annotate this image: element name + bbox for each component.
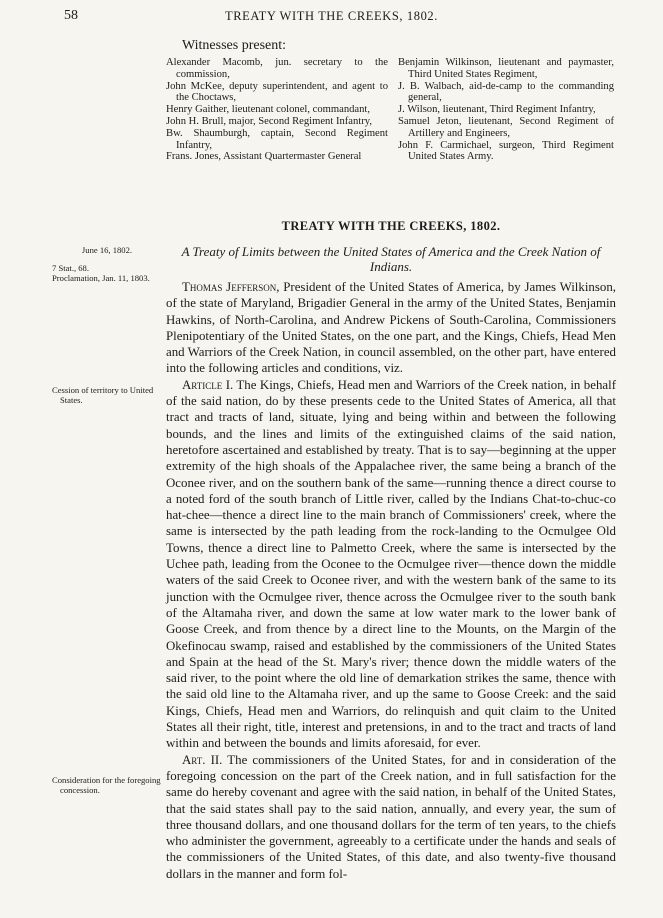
witness-entry: J. Wilson, lieutenant, Third Regiment Infantry, [398,104,596,116]
witnesses-right-column [398,57,614,163]
witness-entry: John McKee, deputy superintendent, and agent to the Choctaws, [166,80,388,104]
witnesses-title: Witnesses present: [182,38,287,53]
margin-stat: 7 Stat., 68. [52,263,90,273]
article-2-text: The commissioners of the United States, for and in consideration of the foregoing concession on the part of the Creek nation, and in full satisfaction for the same do hereby covenant and agree with the said nation, in behalf of the United States, that the said states shall pay to the said nation, annually, and every year, the sum of three thousand dollars, and one thousand dollars for the term of ten years, to the chiefs who administer the government, agreeably to a certificate under the hands and seals of the commissioners of the United States, of this date, and also twenty-five thousand dollars in the manner and form fol- [166,752,616,881]
witness-entry: Samuel Jeton, lieutenant, Second Regiment of Artillery and Engineers, [398,115,614,139]
article-2-label: Art. II. [182,752,223,767]
witness-entry: John H. Brull, major, Second Regiment Infantry, [166,115,373,127]
running-head: TREATY WITH THE CREEKS, 1802. [225,9,438,23]
witness-entry: Alexander Macomb, jun. secretary to the commission, [166,57,388,80]
treaty-title: A Treaty of Limits between the United States of America and the Creek Nation of Indians. [181,244,601,274]
article-2-paragraph [166,752,616,882]
witness-entry: J. B. Walbach, aid-de-camp to the commanding general, [398,80,614,104]
witness-entry: Henry Gaither, lieutenant colonel, commandant, [166,104,371,116]
article-1-label: Article I. [182,377,234,392]
preamble-text: , President of the United States of America, by James Wilkinson, of the state of Maryland, Brigadier General in the army of the United States, Benjamin Hawkins, of North-Carolina, and Andrew Pickens of South-Carolina, Commissioners Plenipotentiary of the United States, on the one part, and the Kings, Chiefs, Head Men and Warriors of the Creek Nation, in council assembled, on the other part, have entered into the following articles and conditions, viz. [166,280,616,376]
margin-cession: Cession of territory to United States. [52,385,154,405]
witnesses-left-column [166,57,388,163]
treaty-heading: TREATY WITH THE CREEKS, 1802. [281,219,501,233]
witness-entry: Bw. Shaumburgh, captain, Second Regiment Infantry, [166,127,388,151]
article-1-text: The Kings, Chiefs, Head men and Warriors of the Creek nation, in behalf of the said nation, do by these presents cede to the United States of America, all that tract and tracts of land, situate, lying and being within and between the following bounds, and the lines and limits of the extinguished claims of the said nation, heretofore ascertained and established by treaty. That is to say—beginning at the upper extremity of the high shoals of the Appalachee river, the same being a branch of the Oconee river, and on the southern bank of the same—running thence a direct course to a noted ford of the south branch of Little river, called by the Indians Chat-to-chuc-co hat-chee—thence a direct line to the main branch of Commissioners' creek, where the same is intersected by the path leading from the rock-landing to the Ocmulgee Old Towns, thence a direct line to Palmetto Creek, where the same is intersected by the Uchee path, leading from the Oconee to the Ocmulgee river—thence down the middle waters of the said Creek to Oconee river, and with the western bank of the same to its junction with the Ocmulgee river, thence across the Ocmulgee river to the south bank of the Altamaha river, and down the same at low water mark to the lower bank of Goose Creek, and from thence by a direct line to the Mounts, on the Margin of the Okefinocau swamp, raised and established by the commissioners of the United States and Spain at the head of the St. Mary's river; thence down the middle waters of the said river, to the point where the old line of demarkation strikes the same, thence with the said old line to the Altamaha river, and up the same to Goose Creek: and the said Kings, Chiefs, Head men and Warriors, do relinquish and quit claim to the United States all their right, title, interest and pretensions, in and to the tract and tracts of land within and between the bounds and limits aforesaid, for ever. [166,377,616,751]
witness-entry: Benjamin Wilkinson, lieutenant and paymaster, Third United States Regiment, [398,57,614,80]
preamble-name: Thomas Jefferson [182,280,277,294]
page-header [0,8,663,28]
preamble-paragraph [166,279,616,377]
margin-consideration: Consideration for the foregoing concession. [52,775,161,795]
margin-date: June 16, 1802. [81,245,133,255]
page-number: 58 [64,8,78,23]
article-1-paragraph [166,377,616,752]
margin-proclamation: Proclamation, Jan. 11, 1803. [52,273,150,283]
witness-entry: John F. Carmichael, surgeon, Third Regiment United States Army. [398,139,614,163]
treaty-body [166,279,616,882]
witness-entry: Frans. Jones, Assistant Quartermaster General [166,151,362,163]
